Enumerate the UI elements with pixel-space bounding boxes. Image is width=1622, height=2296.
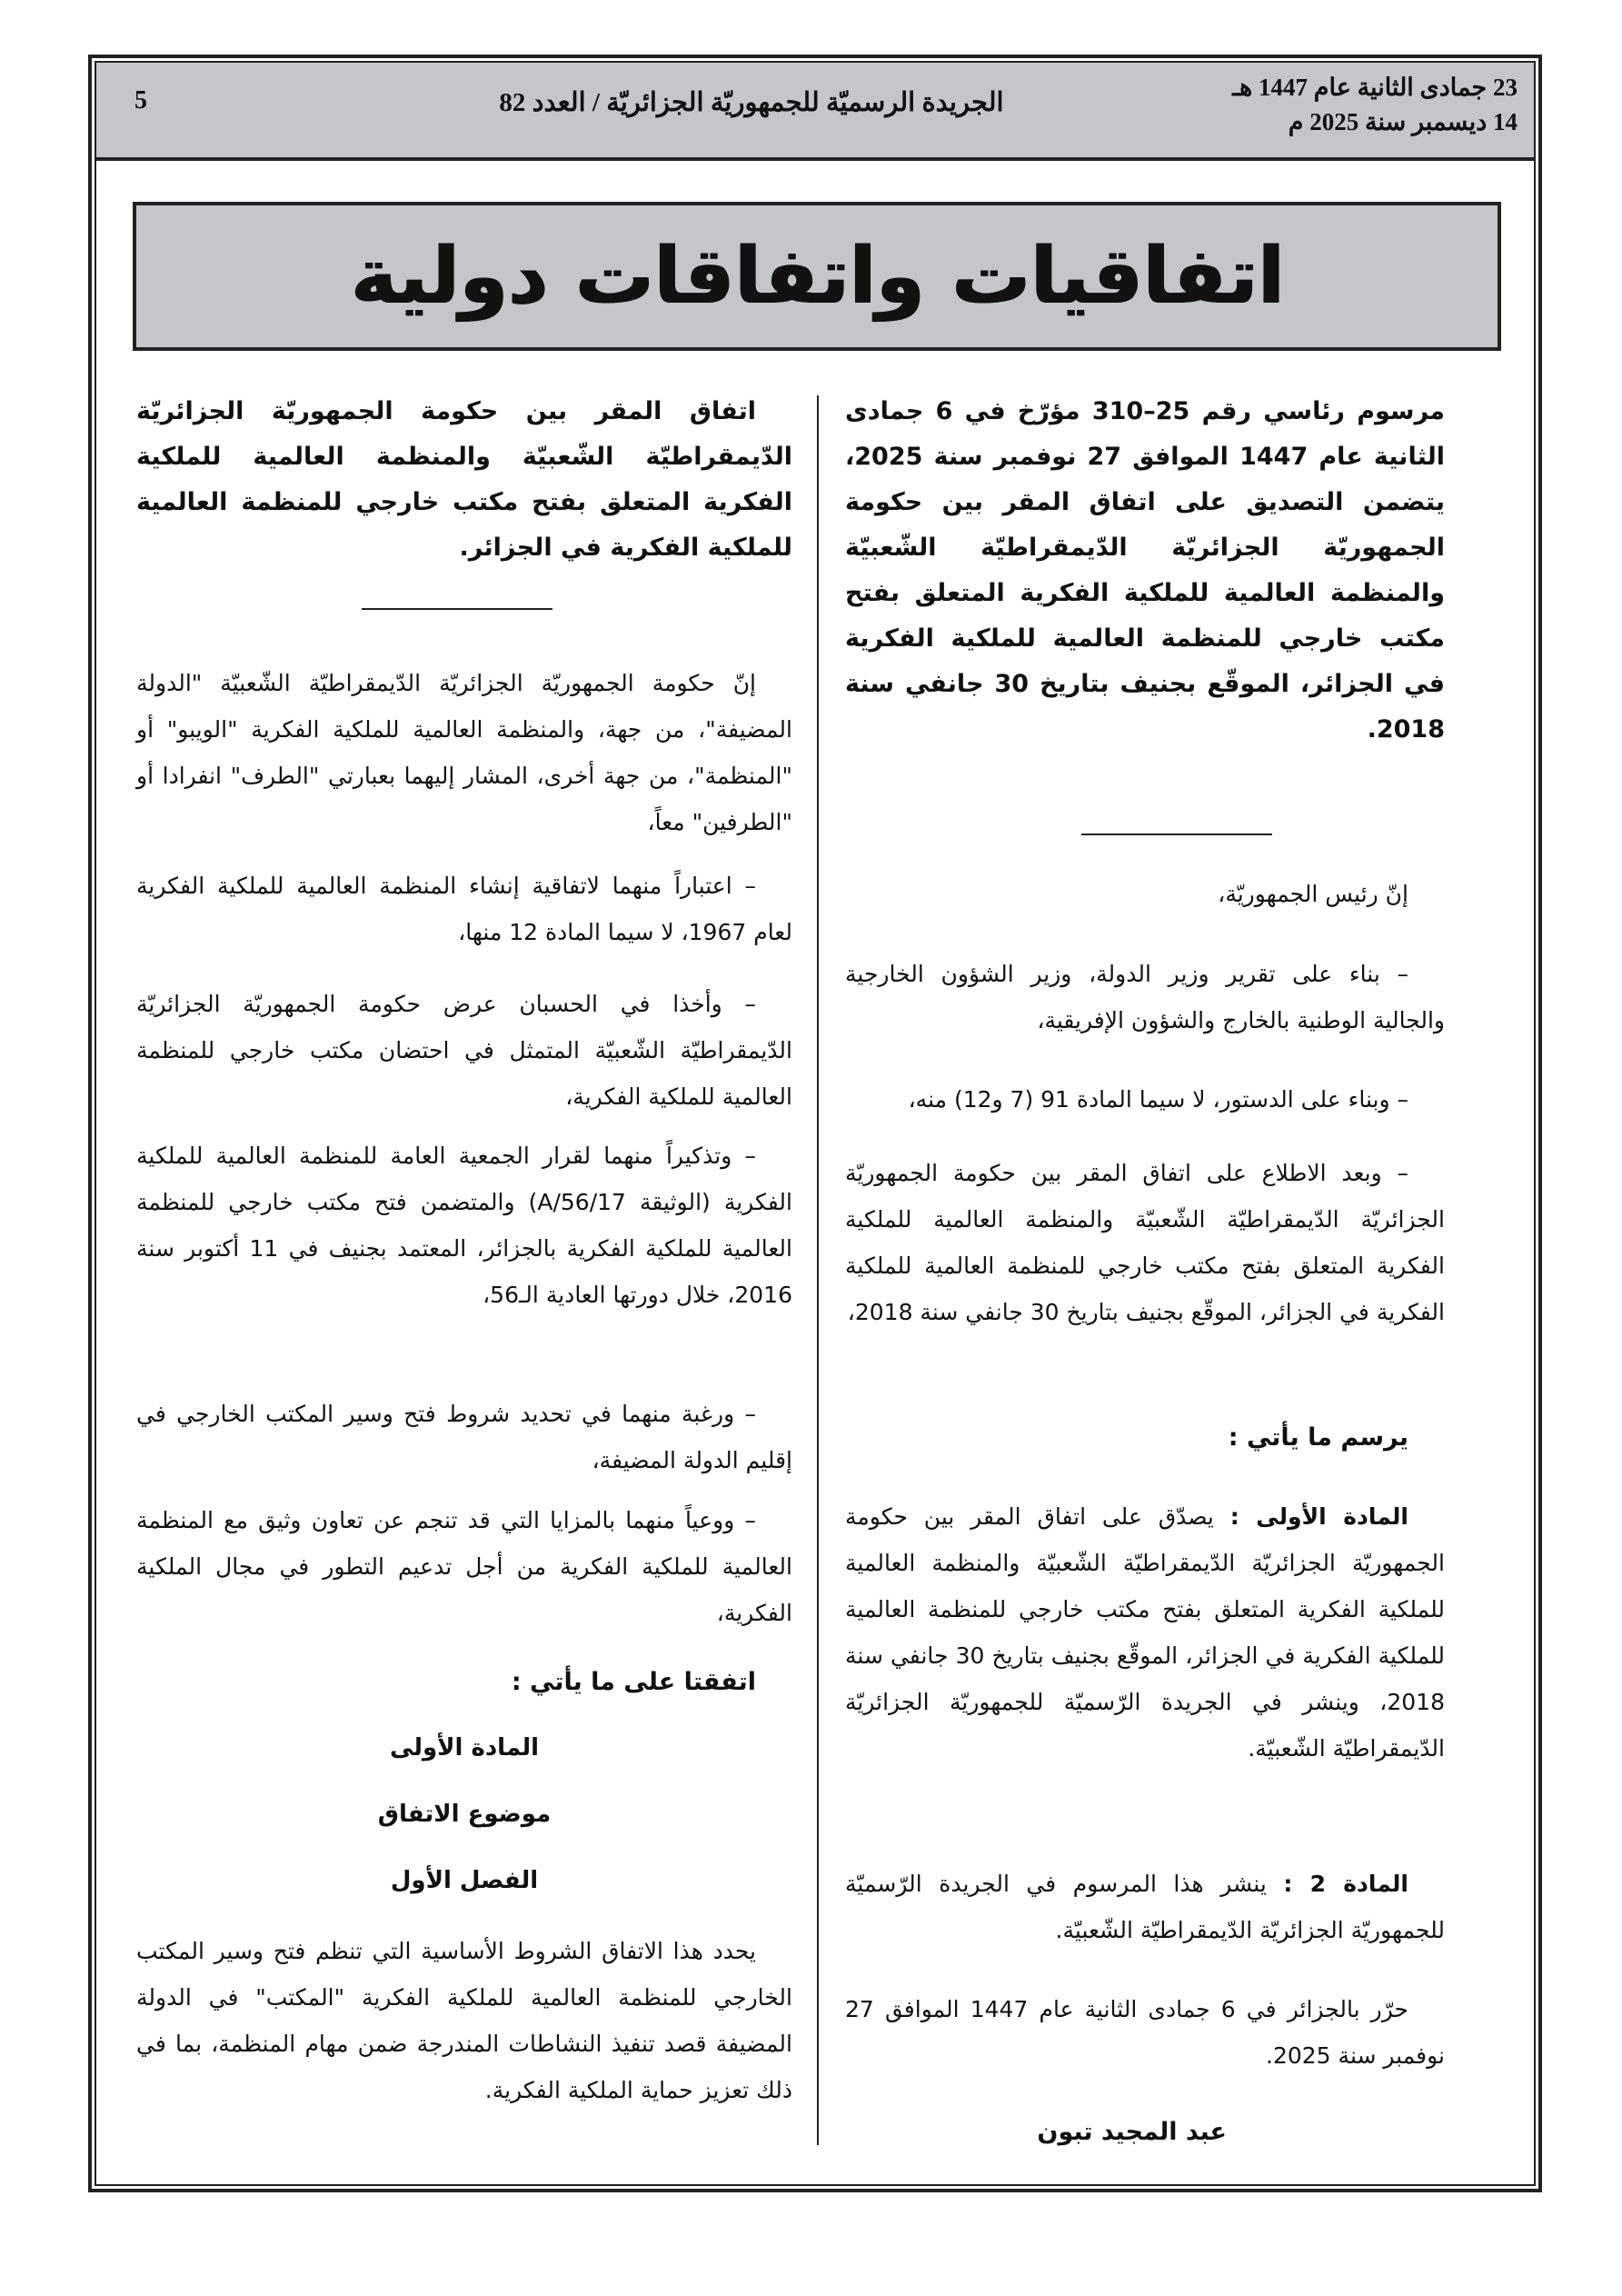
- signature: عبد المجيد تبون: [1037, 2118, 1227, 2146]
- heading-rule-right: [1081, 834, 1272, 835]
- article-2-text: ينشر هذا المرسوم في الجريدة الرّسميّة للجمهوريّة الجزائريّة الدّيمقراطيّة الشّعبيّة.: [845, 1871, 1445, 1943]
- agreement-recital-4: – ورغبة منهما في تحديد شروط فتح وسير المكتب الخارجي في إقليم الدولة المضيفة،: [136, 1401, 792, 1473]
- article-text: يحدد هذا الاتفاق الشروط الأساسية التي تنظم فتح وسير المكتب الخارجي للمنظمة العالمية للملكية الفكرية "المكتب" في الدولة المضيفة قصد تنفيذ النشاطات المندرجة ضمن مهام المنظمة، بما في ذلك تعزيز حماية الملكية الفكرية.: [136, 1938, 792, 2103]
- article-title: المادة الأولى: [389, 1734, 540, 1762]
- decree-enacting-formula: يرسم ما يأتي :: [1228, 1423, 1408, 1452]
- chapter-title: الفصل الأول: [390, 1867, 539, 1894]
- date-gregorian: 14 ديسمبر سنة 2025 م: [1288, 108, 1518, 135]
- section-title-box: [133, 202, 1501, 351]
- page-header: [96, 63, 1534, 161]
- article-1-label: المادة الأولى :: [1229, 1503, 1408, 1530]
- agreement-recital-3: – وتذكيراً منهما لقرار الجمعية العامة للمنظمة العالمية للملكية الفكرية (الوثيقة A/56/17) والمتضمن فتح مكتب خارجي للمنظمة العالمية للملكية الفكرية بالجزائر، المعتمد بجنيف في 11 أكتوبر سنة 2016، خلال دورتها العادية الـ56،: [136, 1143, 792, 1308]
- decree-recital-1: – بناء على تقرير وزير الدولة، وزير الشؤون الخارجية والجالية الوطنية بالخارج والشؤون الإفريقية،: [845, 961, 1445, 1033]
- agreement-heading: اتفاق المقر بين حكومة الجمهوريّة الجزائريّة الدّيمقراطيّة الشّعبيّة والمنظمة العالمية للملكية الفكرية المتعلق بفتح مكتب خارجي للمنظمة العالمية للملكية الفكرية في الجزائر.: [136, 397, 792, 562]
- article-subject: موضوع الاتفاق: [377, 1801, 552, 1828]
- column-divider: [817, 395, 819, 2145]
- article-2-label: المادة 2 :: [1283, 1871, 1408, 1897]
- decree-article-1: [845, 1493, 1445, 1772]
- decree-article-2: [845, 1861, 1445, 1953]
- decree-opening: إنّ رئيس الجمهوريّة،: [1218, 881, 1408, 907]
- heading-rule-left: [362, 608, 552, 610]
- decree-recital-3: – وبعد الاطلاع على اتفاق المقر بين حكومة الجمهوريّة الجزائريّة الدّيمقراطيّة الشّعبيّة والمنظمة العالمية للملكية الفكرية المتعلق بفتح مكتب خارجي للمنظمة العالمية للملكية الفكرية في الجزائر، الموقّع بجنيف بتاريخ 30 جانفي سنة 2018،: [845, 1160, 1445, 1325]
- decree-done-at: حرّر بالجزائر في 6 جمادى الثانية عام 1447 الموافق 27 نوفمبر سنة 2025.: [845, 1996, 1445, 2069]
- decree-heading: مرسوم رئاسي رقم 25–310 مؤرّخ في 6 جمادى الثانية عام 1447 الموافق 27 نوفمبر سنة 2025، يتضمن التصديق على اتفاق المقر بين حكومة الجمهوريّة الجزائريّة الدّيمقراطيّة الشّعبيّة والمنظمة العالمية للملكية الفكرية المتعلق بفتح مكتب خارجي للمنظمة العالمية للملكية الفكرية في الجزائر، الموقّع بجنيف بتاريخ 30 جانفي سنة 2018.: [845, 397, 1445, 744]
- section-title: اتفاقيات واتفاقات دولية: [350, 231, 1284, 322]
- date-hijri: 23 جمادى الثانية عام 1447 هـ: [1232, 74, 1518, 101]
- agreement-recital-2: – وأخذا في الحسبان عرض حكومة الجمهوريّة الجزائريّة الدّيمقراطيّة الشّعبيّة المتمثل في احتضان مكتب خارجي للمنظمة العالمية للملكية الفكرية،: [136, 991, 792, 1110]
- decree-recital-2: – وبناء على الدستور، لا سيما المادة 91 (7 و12) منه،: [908, 1086, 1408, 1113]
- agreement-recital-5: – ووعياً منهما بالمزايا التي قد تنجم عن تعاون وثيق مع المنظمة العالمية للملكية الفكرية من أجل تدعيم التطور في مجال الملكية الفكرية،: [136, 1507, 792, 1626]
- agreement-preamble: إنّ حكومة الجمهوريّة الجزائريّة الدّيمقراطيّة الشّعبيّة "الدولة المضيفة"، من جهة، والمنظمة العالمية للملكية الفكرية "الويبو" أو "المنظمة"، من جهة أخرى، المشار إليهما بعبارتي "الطرف" انفرادا أو "الطرفين" معاً،: [136, 670, 792, 835]
- article-1-text: يصدّق على اتفاق المقر بين حكومة الجمهوريّة الجزائريّة الدّيمقراطيّة الشّعبيّة والمنظمة العالمية للملكية الفكرية المتعلق بفتح مكتب خارجي للمنظمة العالمية للملكية الفكرية في الجزائر، الموقّع بجنيف بتاريخ 30 جانفي سنة 2018، وينشر في الجريدة الرّسميّة للجمهوريّة الجزائريّة الدّيمقراطيّة الشّعبيّة.: [845, 1503, 1445, 1762]
- agreement-recital-1: – اعتباراً منهما لاتفاقية إنشاء المنظمة العالمية للملكية الفكرية لعام 1967، لا سيما المادة 12 منها،: [136, 873, 792, 945]
- agreement-agreed: اتفقتا على ما يأتي :: [511, 1668, 756, 1696]
- journal-title: الجريدة الرسميّة للجمهوريّة الجزائريّة / العدد 82: [499, 88, 1004, 117]
- page-number: 5: [134, 86, 147, 115]
